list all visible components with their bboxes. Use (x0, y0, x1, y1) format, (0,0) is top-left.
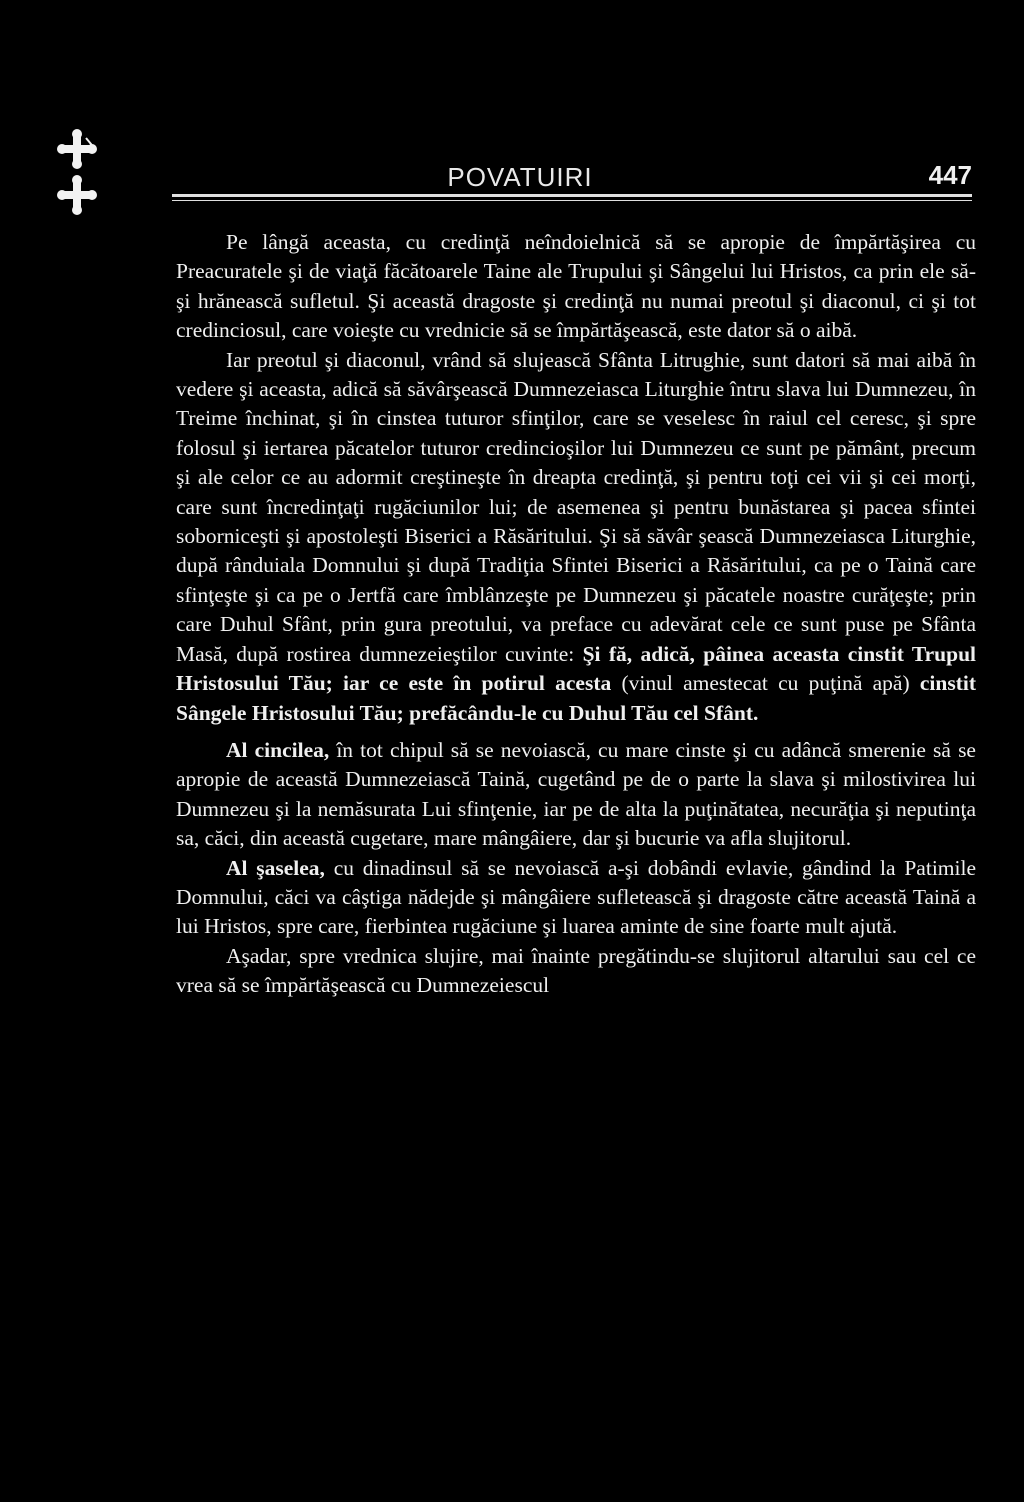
paragraph-2-bold-quote-2: cinstit Sângele Hristosului Tău; prefăcându-le cu Duhul Tău cel Sfânt. (176, 671, 976, 725)
paragraph-1: Pe lângă aceasta, cu credinţă neîndoielnică să se apropie de împărtăşirea cu Preacuratele şi de viaţă făcătoarele Taine ale Trupului şi Sângelui lui Hristos, ca prin ele să-şi hrănească sufletul. Şi această dragoste şi credinţă nu numai preotul şi diaconul, ci şi tot credinciosul, care voieşte cu vrednicie să se împărtăşească, este dator să o aibă. (176, 230, 976, 343)
paragraph-4-text: cu dinadinsul să se nevoiască a-şi dobândi evlavie, gândind la Patimile Domnului, căci va câştiga nădejde şi mângâiere sufletească şi dragoste către această Taină a lui Hristos, spre care, fierbintea rugăciune şi luarea aminte de sine foarte mult ajută. (176, 855, 976, 939)
header-rule-thick (172, 194, 972, 197)
paragraph-2 (176, 346, 976, 728)
double-cross-ornament-icon (56, 128, 100, 218)
paragraph-3-lead: Al cincilea, (226, 737, 330, 762)
paragraph-5: Aşadar, spre vrednica slujire, mai înainte pregătindu-se slujitorul altarului sau cel ce vrea să se împărtăşească cu Dumnezeiescul (176, 943, 976, 998)
paragraph-4 (176, 854, 976, 942)
page-number: 447 (928, 160, 972, 190)
paragraph-2-bold-quote-1: Şi fă, adică, pâinea aceasta cinstit Trupul Hristosului Tău; iar ce este în potirul acesta (176, 641, 977, 696)
running-title: POVATUIRI (447, 162, 593, 192)
page-body (176, 228, 976, 1001)
header-rule-thin (172, 200, 972, 201)
paragraph-3-text: în tot chipul să se nevoiască, cu mare cinste şi cu adâncă smerenie să se apropie de această Dumnezeiască Taină, cugetând pe de o parte la slava şi milostivirea lui Dumnezeu şi la nemăsurata Lui sfinţenie, iar pe de alta la puţinătatea, necurăţia şi neputinţa sa, căci, din această cugetare, mare mângâiere, dar şi bucurie va afla slujitorul. (176, 737, 976, 851)
paragraph-3 (176, 736, 976, 854)
paragraph-2-text: Iar preotul şi diaconul, vrând să slujească Sfânta Litrughie, sunt datori să mai aibă în vedere şi aceasta, adică să săvârşească Dumnezeiasca Liturghie întru slava lui Dumnezeu, în Treime închinat, şi în cinstea tuturor sfinţilor, care se veselesc în raiul cel ceresc, şi spre folosul şi iertarea păcatelor tuturor credincioşilor lui Dumnezeu ce sunt pe pământ, precum şi ale celor ce au adormit creştineşte în dreapta credinţă, şi pentru toţi cei vii şi cei morţi, care sunt încredinţaţi rugăciunilor lui; de asemenea şi pentru bunăstarea şi pacea sfintei soborniceşti şi apostoleşti Biserici a Răsăritului. Şi să săvâr şească Dumnezeiasca Liturghie, după rânduiala Domnului şi după Tradiţia Sfintei Biserici a Răsăritului, ca pe o Taină care sfinţeşte şi ca pe o Jertfă care îmblânzeşte pe Dumnezeu şi păcatele noastre curăţeşte; prin care Duhul Sfânt, prin gura preotului, va preface cu adevărat cele ce sunt puse pe Sfânta Masă, după rostirea dumnezeieştilor cuvinte: (176, 347, 976, 666)
running-header (172, 150, 972, 200)
paragraph-4-lead: Al şaselea, (226, 855, 325, 880)
paragraph-2-parenthetical: (vinul amestecat cu puţină apă) (611, 671, 920, 696)
